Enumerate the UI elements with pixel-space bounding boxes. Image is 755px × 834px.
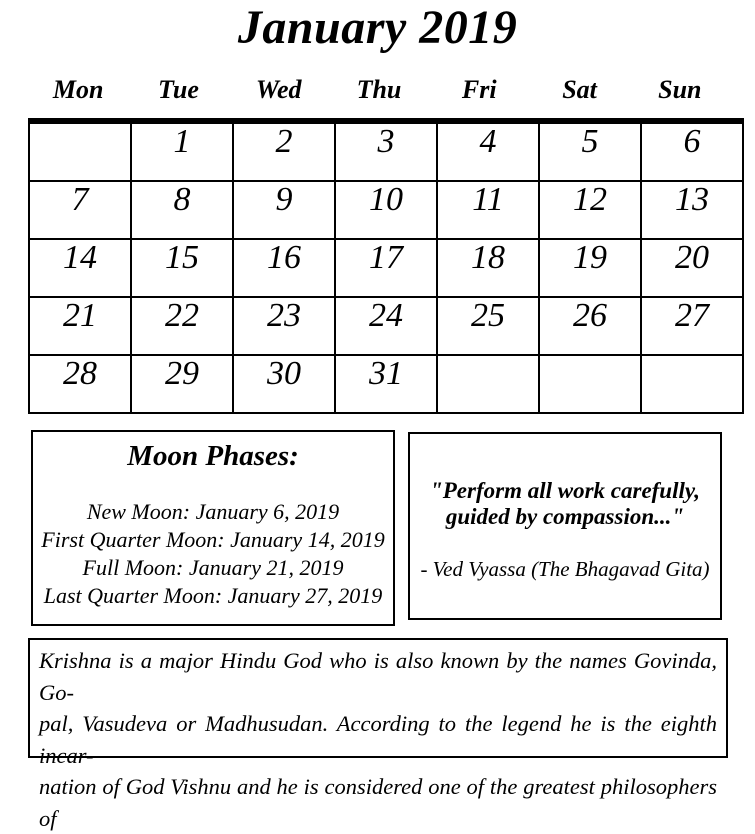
calendar-cell: 13 (641, 181, 743, 239)
calendar-cell: 4 (437, 121, 539, 181)
quote-line-2: guided by compassion..." (445, 504, 685, 529)
calendar-cell: 25 (437, 297, 539, 355)
calendar-cell: 1 (131, 121, 233, 181)
calendar-cell (539, 355, 641, 413)
calendar-grid (28, 118, 744, 414)
moon-phases-box (31, 430, 395, 626)
calendar-cell: 2 (233, 121, 335, 181)
calendar-week-row (29, 121, 743, 181)
calendar-cell: 21 (29, 297, 131, 355)
calendar-cell: 26 (539, 297, 641, 355)
calendar-cell: 19 (539, 239, 641, 297)
calendar-cell (29, 121, 131, 181)
calendar-cell: 10 (335, 181, 437, 239)
calendar-cell: 15 (131, 239, 233, 297)
calendar-cell: 12 (539, 181, 641, 239)
calendar-week-row (29, 355, 743, 413)
calendar-cell: 8 (131, 181, 233, 239)
quote-line-1: "Perform all work carefully, (429, 478, 700, 503)
calendar-cell: 16 (233, 239, 335, 297)
quote-attribution: - Ved Vyassa (The Bhagavad Gita) (420, 557, 710, 581)
calendar-cell: 30 (233, 355, 335, 413)
calendar-cell: 7 (29, 181, 131, 239)
day-header-thu: Thu (356, 75, 402, 104)
moon-phases-title: Moon Phases: (127, 440, 299, 472)
calendar-cell: 29 (131, 355, 233, 413)
moon-phase-full: Full Moon: January 21, 2019 (82, 555, 344, 580)
info-text-line: nation of God Vishnu and he is considered one of the greatest philosophers of (39, 774, 717, 831)
info-text-line: pal, Vasudeva or Madhusudan. According to the legend he is the eighth incar- (39, 711, 717, 768)
calendar-cell: 20 (641, 239, 743, 297)
calendar-cell: 9 (233, 181, 335, 239)
calendar-week-row (29, 297, 743, 355)
calendar-cell: 3 (335, 121, 437, 181)
day-header-sat: Sat (562, 75, 597, 104)
day-header-sun: Sun (658, 75, 702, 104)
quote-box (408, 432, 722, 620)
info-text-box (28, 638, 728, 831)
moon-phase-last-quarter: Last Quarter Moon: January 27, 2019 (43, 583, 383, 608)
calendar-cell (437, 355, 539, 413)
calendar-cell: 14 (29, 239, 131, 297)
calendar-cell: 6 (641, 121, 743, 181)
moon-phase-first-quarter: First Quarter Moon: January 14, 2019 (41, 527, 385, 552)
calendar-cell: 31 (335, 355, 437, 413)
day-header-tue: Tue (157, 75, 199, 104)
calendar-cell: 27 (641, 297, 743, 355)
day-header-row (28, 75, 730, 105)
info-text-line: Krishna is a major Hindu God who is also known by the names Govinda, Go- (39, 648, 717, 705)
calendar-cell: 23 (233, 297, 335, 355)
moon-phases-list (33, 498, 393, 610)
calendar-cell: 28 (29, 355, 131, 413)
calendar-week-row (29, 239, 743, 297)
calendar-cell: 17 (335, 239, 437, 297)
calendar-cell: 22 (131, 297, 233, 355)
page-title: January 2019 (237, 1, 518, 54)
day-header-wed: Wed (255, 75, 302, 104)
calendar-cell (641, 355, 743, 413)
calendar-cell: 5 (539, 121, 641, 181)
day-header-fri: Fri (461, 75, 497, 104)
moon-phase-new: New Moon: January 6, 2019 (86, 499, 340, 524)
calendar-week-row (29, 181, 743, 239)
day-header-mon: Mon (52, 75, 104, 104)
calendar-cell: 24 (335, 297, 437, 355)
calendar-cell: 18 (437, 239, 539, 297)
calendar-cell: 11 (437, 181, 539, 239)
